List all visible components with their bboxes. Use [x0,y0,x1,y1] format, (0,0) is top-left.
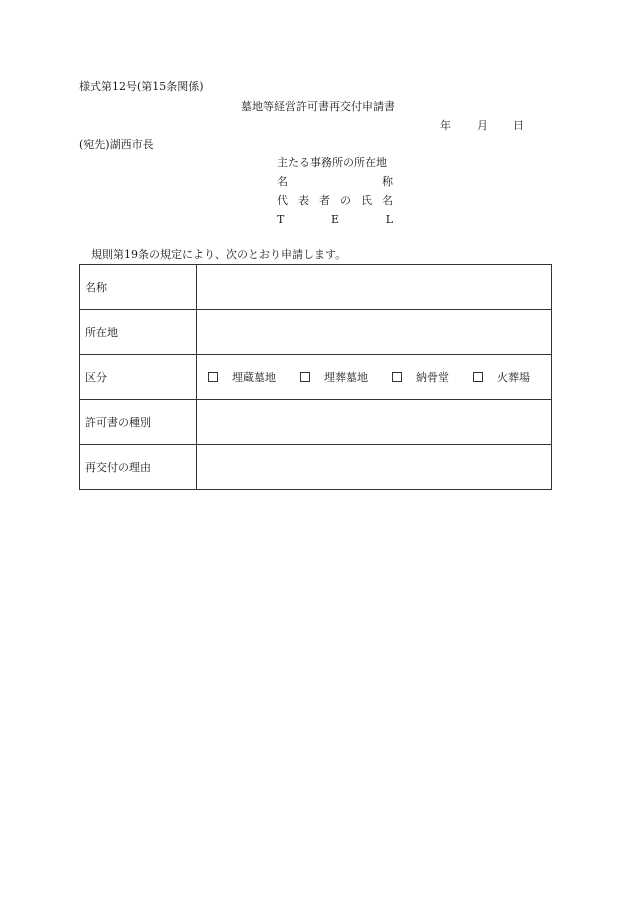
option-label: 埋蔵墓地 [232,371,276,384]
table-row [80,445,552,490]
addressee: (宛先)湖西市長 [79,138,154,151]
application-table [79,264,552,490]
checkbox-icon[interactable] [208,372,218,382]
option-maiso-bochi[interactable] [300,369,368,385]
row-label-category: 区分 [80,355,197,400]
checkbox-icon[interactable] [473,372,483,382]
row-label-location: 所在地 [80,310,197,355]
option-label: 火葬場 [497,371,530,384]
option-kasoba[interactable] [473,369,530,385]
option-maizo-bochi[interactable] [208,369,276,385]
applicant-tel-label: T E L [277,213,393,226]
applicant-name-label: 名 称 [277,175,393,188]
option-label: 納骨堂 [416,371,449,384]
permit-type-field[interactable] [197,400,552,445]
date-month-label: 月 [477,119,488,132]
option-nokotsudo[interactable] [392,369,449,385]
date-day-label: 日 [513,119,524,132]
form-number: 様式第12号(第15条関係) [79,80,204,93]
applicant-address-label: 主たる事務所の所在地 [277,156,387,169]
row-label-permit-type: 許可書の種別 [80,400,197,445]
location-field[interactable] [197,310,552,355]
table-row [80,265,552,310]
reissue-reason-field[interactable] [197,445,552,490]
date-year-label: 年 [440,119,451,132]
date-line [440,119,524,133]
table-row [80,355,552,400]
applicant-block [277,156,393,232]
category-field [197,355,552,400]
checkbox-icon[interactable] [392,372,402,382]
application-statement: 規則第19条の規定により、次のとおり申請します。 [91,248,347,261]
table-row [80,400,552,445]
applicant-representative-label: 代 表 者 の 氏 名 [277,194,393,207]
row-label-name: 名称 [80,265,197,310]
row-label-reissue-reason: 再交付の理由 [80,445,197,490]
checkbox-icon[interactable] [300,372,310,382]
option-label: 埋葬墓地 [324,371,368,384]
document-title: 墓地等経営許可書再交付申請書 [241,100,395,113]
name-field[interactable] [197,265,552,310]
table-row [80,310,552,355]
